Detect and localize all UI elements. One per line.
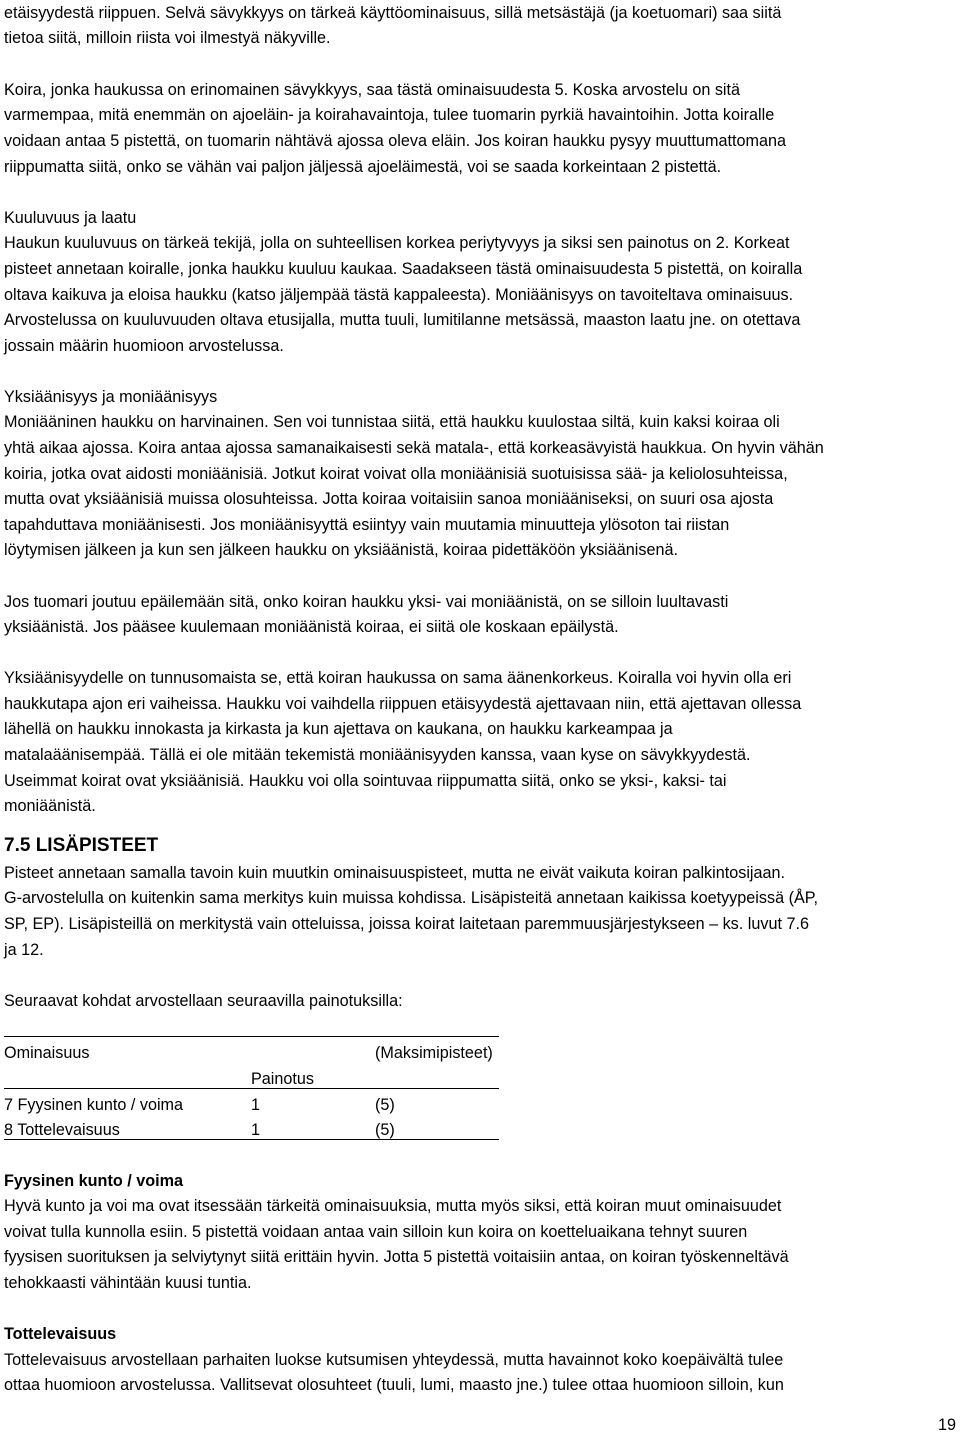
text-line: moniäänistä.	[4, 797, 96, 815]
text-line: SP, EP). Lisäpisteillä on merkitystä vain otteluissa, joissa koirat laitetaan paremmuusjärjestykseen – ks. luvut 7.6	[4, 915, 809, 933]
text-line: tehokkaasti vähintään kuusi tuntia.	[4, 1274, 252, 1292]
text-line: voivat tulla kunnolla esiin. 5 pistettä voidaan antaa vain silloin kun koira on koetteluaikana tehnyt suuren	[4, 1223, 748, 1241]
text-line: Seuraavat kohdat arvostellaan seuraavilla painotuksilla:	[4, 992, 403, 1010]
text-line: jossain määrin huomioon arvostelussa.	[4, 337, 284, 355]
text-line: G-arvostelulla on kuitenkin sama merkitys kuin muissa kohdissa. Lisäpisteitä annetaan kaikissa koetyypeissä (ÅP,	[4, 889, 818, 907]
text-line: pisteet annetaan koiralle, jonka haukku kuuluu kaukaa. Saadakseen tästä ominaisuudesta 5 pistettä, on koiralla	[4, 260, 803, 278]
text-line: riippumatta siitä, onko se vähän vai paljon jäljessä ajoeläimestä, voi se saada korkeintaan 2 pistettä.	[4, 158, 722, 176]
text-line: matalaäänisempää. Tällä ei ole mitään tekemistä moniäänisyyden kanssa, vaan kyse on sävykkyydestä.	[4, 746, 751, 764]
text-line: mutta ovat yksiäänisiä muissa olosuhteissa. Jotta koiraa voitaisiin sanoa moniääniseksi, on suuri osa ajosta	[4, 490, 774, 508]
text-line: ja 12.	[4, 941, 44, 959]
table-header-ominaisuus: Ominaisuus	[4, 1044, 90, 1062]
table-header-painotus: Painotus	[251, 1070, 314, 1088]
text-line: tietoa siitä, milloin riista voi ilmestyä näkyville.	[4, 29, 331, 47]
text-line: Pisteet annetaan samalla tavoin kuin muutkin ominaisuuspisteet, mutta ne eivät vaikuta koiran palkintosijaan.	[4, 864, 786, 882]
table-cell-weight: 1	[251, 1096, 261, 1114]
text-line: yksiäänistä. Jos pääsee kuulemaan moniäänistä koiraa, ei siitä ole koskaan epäilystä.	[4, 618, 619, 636]
text-line: haukkutapa ajon eri vaiheissa. Haukku voi vaihdella riippuen etäisyydestä ajettavaan niin, että ajettavan ollessa	[4, 695, 802, 713]
subsection-title: Kuuluvuus ja laatu	[4, 209, 137, 227]
text-line: Tottelevaisuus arvostellaan parhaiten luokse kutsumisen yhteydessä, mutta havainnot koko koepäivältä tulee	[4, 1351, 784, 1369]
text-line: Moniääninen haukku on harvinainen. Sen voi tunnistaa siitä, että haukku kuulostaa siltä, kuin kaksi koiraa oli	[4, 413, 780, 431]
text-line: ottaa huomioon arvostelussa. Vallitsevat olosuhteet (tuuli, lumi, maasto jne.) tulee ottaa huomioon silloin, kun	[4, 1376, 784, 1394]
table-rule	[4, 1036, 499, 1037]
text-line: Useimmat koirat ovat yksiäänisiä. Haukku voi olla sointuvaa riippumatta siitä, onko se yksi-, kaksi- tai	[4, 772, 727, 790]
text-line: Hyvä kunto ja voi ma ovat itsessään tärkeitä ominaisuuksia, mutta myös siksi, että koiran muut ominaisuudet	[4, 1197, 782, 1215]
subsection-title: Yksiäänisyys ja moniäänisyys	[4, 388, 218, 406]
text-line: Yksiäänisyydelle on tunnusomaista se, että koiran haukussa on sama äänenkorkeus. Koiralla voi hyvin olla eri	[4, 669, 792, 687]
table-cell-name: 7 Fyysinen kunto / voima	[4, 1096, 184, 1114]
table-cell-max: (5)	[375, 1096, 395, 1114]
table-cell-name: 8 Tottelevaisuus	[4, 1121, 120, 1139]
text-line: fyysisen suorituksen ja selviytynyt siitä erittäin hyvin. Jotta 5 pistettä voitaisiin antaa, on koiran työskenneltävä	[4, 1248, 789, 1266]
table-cell-weight: 1	[251, 1121, 261, 1139]
table-cell-max: (5)	[375, 1121, 395, 1139]
text-line: etäisyydestä riippuen. Selvä sävykkyys on tärkeä käyttöominaisuus, sillä metsästäjä (ja koetuomari) saa siitä	[4, 4, 782, 22]
text-line: oltava kaikuva ja eloisa haukku (katso jäljempää tästä kappaleesta). Moniäänisyys on tavoiteltava ominaisuus.	[4, 286, 794, 304]
text-line: löytymisen jälkeen ja kun sen jälkeen haukku on yksiäänistä, koiraa pidettäköön yksiäänisenä.	[4, 541, 678, 559]
section-heading: 7.5 LISÄPISTEET	[4, 835, 159, 856]
text-line: yhtä aikaa ajossa. Koira antaa ajossa samanaikaisesti sekä matala-, että korkeasävyistä haukkua. On hyvin vähän	[4, 439, 824, 457]
table-rule	[4, 1088, 499, 1089]
text-line: Koira, jonka haukussa on erinomainen sävykkyys, saa tästä ominaisuudesta 5. Koska arvostelu on sitä	[4, 81, 741, 99]
subsection-title: Tottelevaisuus	[4, 1325, 117, 1343]
text-line: koiria, jotka ovat aidosti moniäänisiä. Jotkut koirat voivat olla moniäänisiä suotuisissa sää- ja keliolosuhteissa,	[4, 465, 788, 483]
table-rule	[4, 1139, 499, 1140]
text-line: Arvostelussa on kuuluvuuden oltava etusijalla, mutta tuuli, lumitilanne metsässä, maaston laatu jne. on otettava	[4, 311, 801, 329]
text-line: tapahduttava moniäänisesti. Jos moniäänisyyttä esiintyy vain muutamia minuutteja ylösoton tai riistan	[4, 516, 730, 534]
subsection-title: Fyysinen kunto / voima	[4, 1172, 184, 1190]
text-line: voidaan antaa 5 pistettä, on tuomarin nähtävä ajossa oleva eläin. Jos koiran haukku pysyy muuttumattomana	[4, 132, 786, 150]
text-line: Jos tuomari joutuu epäilemään sitä, onko koiran haukku yksi- vai moniäänistä, on se silloin luultavasti	[4, 593, 729, 611]
page-number: 19	[937, 1416, 956, 1434]
table-header-maksimi: (Maksimipisteet)	[375, 1044, 493, 1062]
text-line: lähellä on haukku innokasta ja kirkasta ja kun ajettava on kaukana, on haukku karkeampaa ja	[4, 720, 673, 738]
text-line: Haukun kuuluvuus on tärkeä tekijä, jolla on suhteellisen korkea periytyvyys ja siksi sen painotus on 2. Korkeat	[4, 234, 790, 252]
text-line: varmempaa, mitä enemmän on ajoeläin- ja koirahavaintoja, tulee tuomarin pyrkiä havaintoihin. Jotta koiralle	[4, 106, 775, 124]
